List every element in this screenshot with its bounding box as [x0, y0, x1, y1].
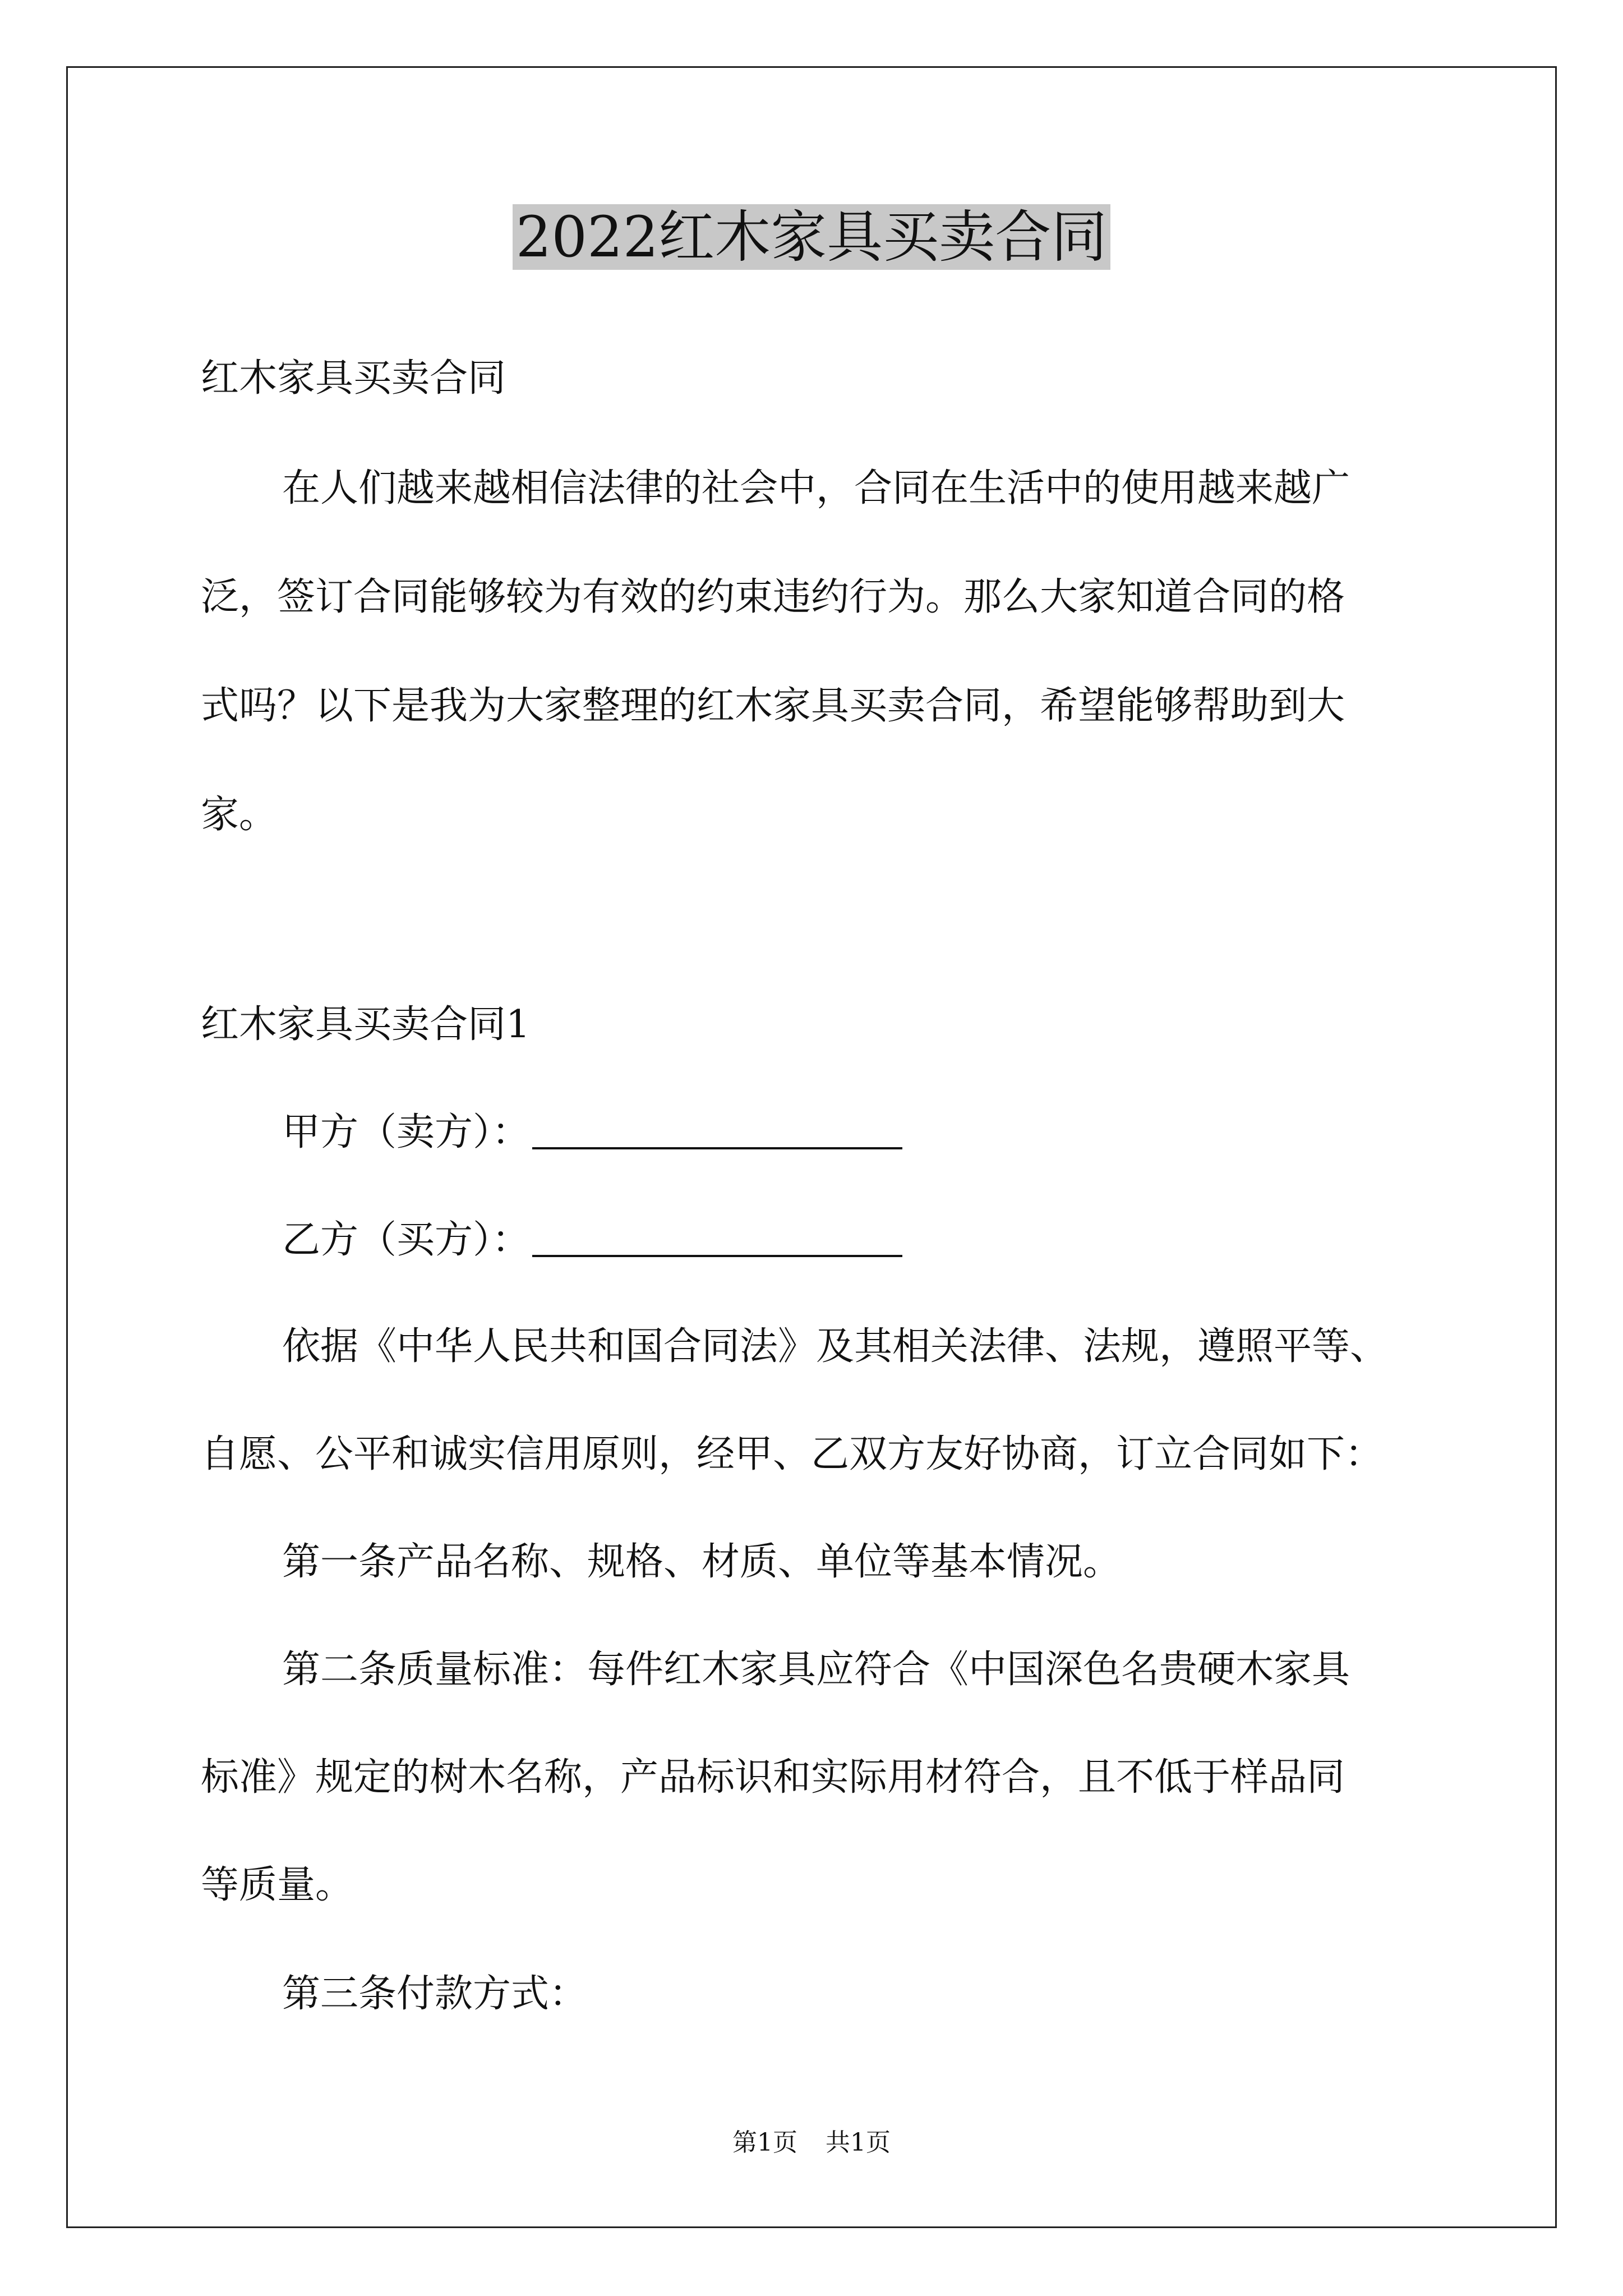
intro-line-2: 泛，签订合同能够较为有效的约束违约行为。那么大家知道合同的格 — [201, 575, 1345, 619]
article-2-line-3: 等质量。 — [201, 1863, 354, 1907]
article-1: 第一条产品名称、规格、材质、单位等基本情况。 — [282, 1540, 1122, 1584]
intro-line-3: 式吗？以下是我为大家整理的红木家具买卖合同，希望能够帮助到大 — [201, 684, 1345, 728]
party-a-label: 甲方（卖方）： — [282, 1110, 531, 1154]
party-b-blank — [532, 1255, 902, 1257]
party-b-line — [282, 1215, 902, 1266]
article-2-line-1: 第二条质量标准：每件红木家具应符合《中国深色名贵硬木家具 — [282, 1648, 1350, 1692]
party-a-blank — [532, 1147, 902, 1149]
page-total: 共1页 — [826, 2128, 891, 2157]
basis-line-2: 自愿、公平和诚实信用原则，经甲、乙双方友好协商，订立合同如下： — [201, 1432, 1384, 1476]
subtitle: 红木家具买卖合同 — [201, 356, 506, 401]
page-current: 第1页 — [732, 2128, 797, 2157]
intro-line-1: 在人们越来越相信法律的社会中，合同在生活中的使用越来越广 — [282, 466, 1350, 510]
intro-line-4: 家。 — [201, 793, 278, 837]
document-title — [0, 201, 1623, 274]
party-a-line — [282, 1107, 902, 1158]
section-heading: 红木家具买卖合同1 — [201, 1002, 531, 1047]
document-title-text: 2022红木家具买卖合同 — [513, 204, 1111, 270]
article-3: 第三条付款方式： — [282, 1972, 588, 2016]
party-b-label: 乙方（买方）： — [282, 1218, 531, 1262]
basis-line-1: 依据《中华人民共和国合同法》及其相关法律、法规，遵照平等、 — [282, 1324, 1389, 1369]
page-footer — [0, 2126, 1623, 2160]
article-2-line-2: 标准》规定的树木名称，产品标识和实际用材符合，且不低于样品同 — [201, 1755, 1345, 1800]
